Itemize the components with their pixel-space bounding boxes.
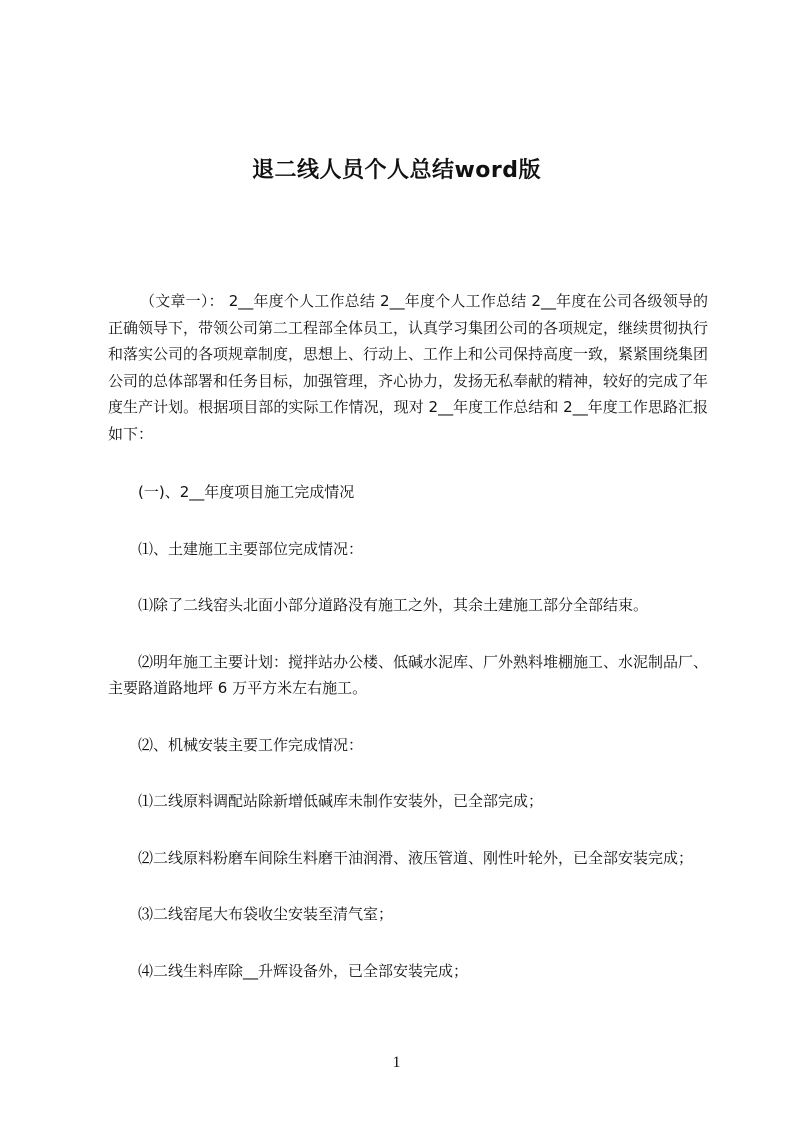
intro-paragraph: （文章一）： 2__年度个人工作总结 2__年度个人工作总结 2__年度在公司各级领导的正确领导下，带领公司第二工程部全体员工，认真学习集团公司的各项规定，继续贯彻执行和落实公司的各项规章制度，思想上、行动上、工作上和公司保持高度一致，紧紧围绕集团公司的总体部署和任务目标，加强管理，齐心协力，发扬无私奉献的精神，较好的完成了年度生产计划。根据项目部的实际工作情况，现对 2__年度工作总结和 2__年度工作思路汇报如下： <box>108 292 709 443</box>
mechanical-item-1: ⑴二线原料调配站除新增低碱库未制作安装外，已全部完成； <box>138 792 544 810</box>
subsection-heading-mechanical: ⑵、机械安装主要工作完成情况： <box>138 735 364 754</box>
mechanical-item-2: ⑵二线原料粉磨车间除生料磨干油润滑、液压管道、刚性叶轮外，已全部安装完成； <box>138 848 694 867</box>
mechanical-item-4: ⑷二线生料库除__升辉设备外，已全部安装完成； <box>138 961 469 980</box>
mechanical-item-3: ⑶二线窑尾大布袋收尘安装至清气室； <box>138 905 394 923</box>
subsection-heading-civil: ⑴、土建施工主要部位完成情况： <box>138 539 364 558</box>
civil-item-1: ⑴除了二线窑头北面小部分道路没有施工之外，其余土建施工部分全部结束。 <box>138 596 649 614</box>
document-title: 退二线人员个人总结word版 <box>251 157 542 183</box>
civil-item-2: ⑵明年施工主要计划：搅拌站办公楼、低碱水泥库、厂外熟料堆棚施工、水泥制品厂、主要路道路地坪 6 万平方米左右施工。 <box>108 652 709 697</box>
page-number: 1 <box>392 1054 401 1071</box>
section-heading-1: (一)、2__年度项目施工完成情况 <box>138 483 355 501</box>
document-body <box>108 288 708 984</box>
